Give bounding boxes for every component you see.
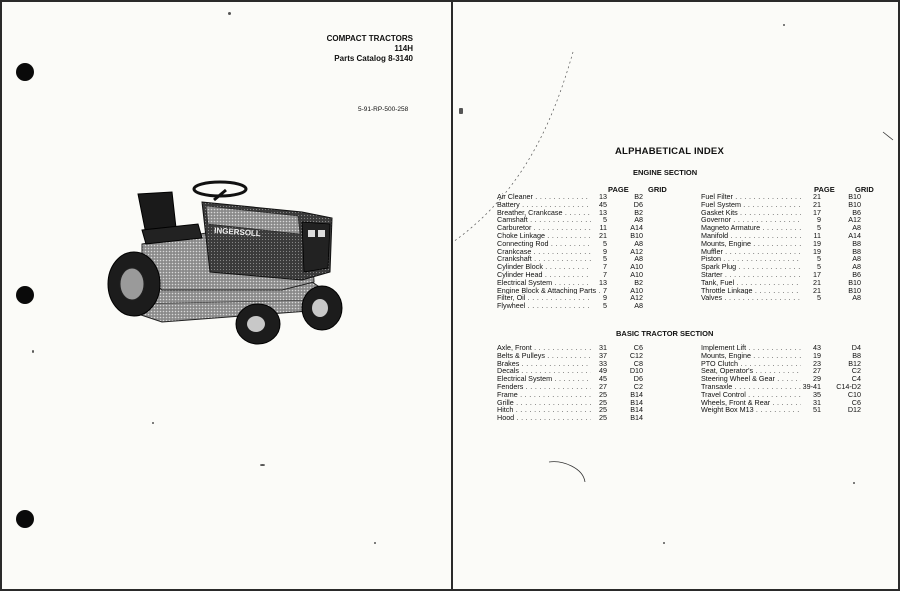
engine-section-title: ENGINE SECTION (633, 168, 698, 177)
index-entry-name: Air Cleaner . . . (497, 193, 591, 201)
binder-hole (16, 63, 34, 81)
index-entry-name: Electrical System . . . (497, 375, 591, 383)
index-entry-name: Transaxle . . . (701, 383, 801, 391)
index-entry-name: Piston . . . (701, 255, 801, 263)
index-entry-page: 11 (599, 223, 607, 233)
index-entry-grid: C2 (633, 381, 643, 391)
index-entry-page: 35 (813, 389, 821, 399)
index-entry-page: 17 (813, 269, 821, 279)
index-entry-grid: B2 (634, 192, 643, 201)
index-entry-name: Fuel System . . . (701, 201, 801, 209)
index-entry-name: Magneto Armature . . . (701, 224, 801, 232)
index-entry-name: Choke Linkage . . . (497, 232, 591, 240)
index-entry-name: PTO Clutch . . . (701, 360, 801, 368)
index-entry-page: 43 (813, 343, 821, 352)
index-entry-grid: A8 (852, 293, 861, 303)
cover-title-line: COMPACT TRACTORS (326, 34, 413, 43)
index-entry-name: Flywheel . . . (497, 302, 591, 310)
index-entry-grid: B2 (634, 277, 643, 287)
index-entry-page: 5 (603, 238, 607, 248)
index-entry-grid: B14 (630, 405, 643, 415)
index-entry-page: 9 (603, 246, 607, 256)
index-entry-grid: B8 (852, 238, 861, 248)
index-entry-name: Decals . . . (497, 367, 591, 375)
index-entry-grid: A8 (634, 301, 643, 311)
index-entry-page: 21 (599, 230, 607, 240)
basic-tractor-section-title: BASIC TRACTOR SECTION (616, 329, 714, 338)
index-entry-page: 25 (599, 413, 607, 423)
index-entry-grid: B14 (630, 389, 643, 399)
index-entry-name: Hood . . . (497, 414, 591, 422)
index-entry-page: 37 (599, 350, 607, 360)
index-entry-name: Engine Block & Attaching Parts . . . (497, 287, 603, 295)
index-entry-grid: B8 (852, 246, 861, 256)
index-entry-grid: B2 (634, 207, 643, 217)
index-entry-grid: A12 (848, 215, 861, 225)
index-entry-name: Hitch . . . (497, 406, 591, 414)
index-entry-name: Frame . . . (497, 391, 591, 399)
index-entry-grid: B12 (848, 358, 861, 368)
index-entry-grid: D4 (851, 343, 861, 352)
index-entry-name: Manifold . . . (701, 232, 801, 240)
index-entry-name: Filter, Oil . . . (497, 294, 591, 302)
cover-title (318, 34, 413, 64)
index-entry-page: 25 (599, 397, 607, 407)
index-entry-name: Cylinder Head . . . (497, 271, 591, 279)
index-entry-grid: D6 (633, 374, 643, 384)
index-entry-page: 33 (599, 358, 607, 368)
index-entry-name: Fuel Filter . . . (701, 193, 801, 201)
index-entry-name: Axle, Front . . . (497, 344, 591, 352)
index-entry-grid: D12 (847, 405, 861, 415)
index-entry-grid: A8 (634, 254, 643, 264)
index-entry-grid: C2 (851, 366, 861, 376)
index-entry-page: 7 (603, 262, 607, 272)
index-entry-grid: A8 (634, 215, 643, 225)
index-entry-page: 21 (813, 285, 821, 295)
index-entry-grid: B10 (630, 230, 643, 240)
index-entry-page: 29 (813, 374, 821, 384)
index-entry-grid: A8 (852, 223, 861, 233)
index-entry-grid: A8 (634, 238, 643, 248)
index-entry-name: Implement Lift . . . (701, 344, 801, 352)
index-entry-grid: B10 (848, 199, 861, 209)
index-entry-name: Electrical System . . . (497, 279, 591, 287)
index-entry-grid: D10 (629, 366, 643, 376)
index-entry-page: 51 (813, 405, 821, 415)
index-entry-name: Wheels, Front & Rear . . . (701, 399, 801, 407)
index-entry-page: 21 (813, 199, 821, 209)
index-entry-name: Seat, Operator's . . . (701, 367, 801, 375)
index-entry-page: 7 (603, 269, 607, 279)
index-entry-page: 13 (599, 277, 607, 287)
index-entry-name: Governor . . . (701, 216, 801, 224)
index-entry-page: 49 (599, 366, 607, 376)
index-entry-grid: A10 (630, 262, 643, 272)
binder-hole (16, 510, 34, 528)
index-entry-grid: B6 (852, 269, 861, 279)
document-number: 5-91-RP-500-258 (358, 106, 409, 113)
index-entry-page: 19 (813, 246, 821, 256)
index-entry-page: 39-41 (802, 381, 821, 391)
index-entry-name: Spark Plug . . . (701, 263, 801, 271)
index-entry-page: 13 (599, 207, 607, 217)
index-entry-name: Starter . . . (701, 271, 801, 279)
index-entry-page: 21 (813, 192, 821, 201)
index-entry-grid: A12 (630, 293, 643, 303)
index-entry-name: Crankcase . . . (497, 248, 591, 256)
index-entry-page: 27 (813, 366, 821, 376)
index-entry-name: Camshaft . . . (497, 216, 591, 224)
index-entry-name: Mounts, Engine . . . (701, 352, 801, 360)
index-entry-page: 25 (599, 389, 607, 399)
index-entry-page: 21 (813, 277, 821, 287)
cover-title-line: Parts Catalog 8-3140 (334, 54, 413, 63)
index-entry-page: 17 (813, 207, 821, 217)
index-entry-page: 23 (813, 358, 821, 368)
grid-column-header: GRID (648, 185, 667, 194)
index-entry-page: 31 (813, 397, 821, 407)
grid-column-header: GRID (855, 185, 874, 194)
index-entry-name: Gasket Kits . . . (701, 209, 801, 217)
index-entry-name: Grille . . . (497, 399, 591, 407)
index-entry-page: 45 (599, 199, 607, 209)
tractor-brand-decal: INGERSOLL (213, 226, 262, 239)
index-entry-grid: B10 (848, 285, 861, 295)
index-entry-page: 19 (813, 350, 821, 360)
index-entry-page: 19 (813, 238, 821, 248)
index-entry-page: 5 (817, 223, 821, 233)
index-title: ALPHABETICAL INDEX (615, 146, 724, 157)
index-entry-page: 9 (817, 215, 821, 225)
index-entry-grid: A10 (630, 269, 643, 279)
index-entry-page: 13 (599, 192, 607, 201)
cover-page (2, 2, 451, 589)
index-entry-grid: A8 (852, 254, 861, 264)
index-entry-name: Battery . . . (497, 201, 591, 209)
index-entry-name: Cylinder Block . . . (497, 263, 591, 271)
index-entry-page: 25 (599, 405, 607, 415)
index-entry-grid: B8 (852, 350, 861, 360)
index-entry-name: Muffler . . . (701, 248, 801, 256)
index-entry-grid: B14 (630, 397, 643, 407)
index-entry-name: Travel Control . . . (701, 391, 801, 399)
index-entry-name: Tank, Fuel . . . (701, 279, 801, 287)
index-entry-grid: A12 (630, 246, 643, 256)
index-entry-page: 27 (599, 381, 607, 391)
index-entry-page: 5 (817, 254, 821, 264)
index-entry-name: Fenders . . . (497, 383, 591, 391)
index-entry-grid: C4 (851, 374, 861, 384)
index-entry-page: 45 (599, 374, 607, 384)
index-entry-name: Mounts, Engine . . . (701, 240, 801, 248)
index-entry-grid: C6 (633, 343, 643, 352)
index-entry-grid: A14 (630, 223, 643, 233)
index-entry-page: 5 (603, 215, 607, 225)
index-entry-page: 31 (599, 343, 607, 352)
index-entry-grid: B6 (852, 207, 861, 217)
index-entry-name: Throttle Linkage . . . (701, 287, 801, 295)
index-entry-page: 11 (813, 230, 821, 240)
index-entry-grid: B10 (848, 277, 861, 287)
index-entry-grid: D6 (633, 199, 643, 209)
cover-title-line: 114H (394, 44, 413, 53)
index-entry-name: Belts & Pulleys . . . (497, 352, 591, 360)
index-entry-grid: C6 (851, 397, 861, 407)
index-entry-name: Weight Box M13 . . . (701, 406, 801, 414)
index-entry-page: 7 (603, 285, 607, 295)
index-entry-grid: C10 (847, 389, 861, 399)
index-entry-page: 5 (817, 293, 821, 303)
index-entry-name: Crankshaft . . . (497, 255, 591, 263)
index-entry-name: Carburetor . . . (497, 224, 591, 232)
index-entry-grid: A8 (852, 262, 861, 272)
index-entry-grid: C12 (629, 350, 643, 360)
index-entry-grid: A14 (848, 230, 861, 240)
index-entry-page: 5 (603, 254, 607, 264)
index-entry-page: 5 (817, 262, 821, 272)
index-entry-name: Connecting Rod . . . (497, 240, 591, 248)
page-column-header: PAGE (608, 185, 629, 194)
index-entry-name: Brakes . . . (497, 360, 591, 368)
index-entry-name: Steering Wheel & Gear . . . (701, 375, 801, 383)
tractor-illustration (102, 172, 352, 352)
binder-hole (16, 286, 34, 304)
index-entry-name: Breather, Crankcase . . . (497, 209, 591, 217)
index-entry-grid: C8 (633, 358, 643, 368)
index-page (453, 2, 898, 589)
index-entry-grid: C14-D2 (836, 381, 861, 391)
index-entry-grid: A10 (630, 285, 643, 295)
page-column-header: PAGE (814, 185, 835, 194)
index-entry-grid: B10 (848, 192, 861, 201)
index-entry-name: Valves . . . (701, 294, 801, 302)
index-entry-page: 5 (603, 301, 607, 311)
index-entry-grid: B14 (630, 413, 643, 423)
index-entry-page: 9 (603, 293, 607, 303)
